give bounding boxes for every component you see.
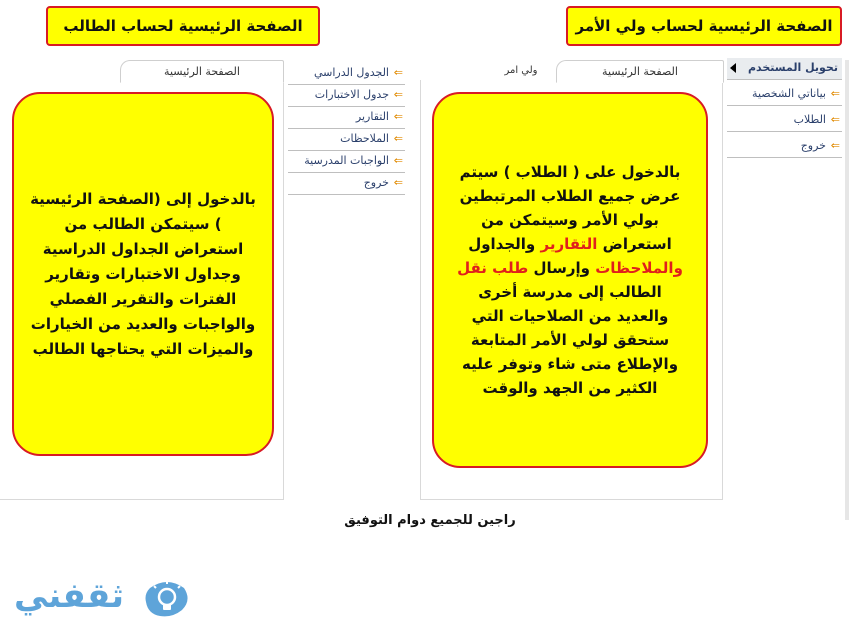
menu-item-label: بياناتي الشخصية — [752, 87, 826, 100]
switch-user-label: تحويل المستخدم — [747, 61, 838, 74]
tab-student-home[interactable]: الصفحة الرئيسية — [120, 60, 284, 83]
menu-item-reports[interactable] — [288, 107, 405, 129]
parent-sidebar-scrollbar[interactable] — [845, 60, 849, 520]
parent-info-card — [432, 92, 708, 468]
menu-item-label: التقارير — [355, 110, 389, 123]
parent-account-title: الصفحة الرئيسية لحساب ولي الأمر — [566, 6, 842, 46]
menu-item-label: الجدول الدراسي — [313, 66, 389, 79]
tab-parent-guardian[interactable]: ولي امر — [504, 65, 538, 76]
student-info-text: بالدخول إلى (الصفحة الرئيسية ) سيتمكن الطالب من استعراض الجداول الدراسية وجداول الاختبارات وتقارير الفترات والتقرير الفصلي والواجبات والعديد من الخيارات والميزات التي يحتاجها الطالب — [30, 189, 256, 358]
highlight-text: طلب نقل — [457, 259, 529, 277]
arrow-left-icon: ⇐ — [830, 139, 840, 152]
arrow-left-icon: ⇐ — [393, 176, 403, 189]
footer-message: راجين للجميع دوام التوفيق — [344, 513, 516, 528]
menu-item-homework[interactable] — [288, 151, 405, 173]
lightbulb-icon — [142, 578, 192, 622]
arrow-left-icon: ⇐ — [393, 66, 403, 79]
switch-user-menu-item[interactable] — [727, 58, 842, 80]
parent-info-text — [456, 160, 684, 400]
menu-item-label: الطلاب — [793, 113, 826, 126]
body-text: والجداول — [468, 235, 541, 253]
arrow-left-icon: ⇐ — [830, 113, 840, 126]
menu-item-exam-schedule[interactable] — [288, 85, 405, 107]
site-logo — [14, 572, 184, 632]
menu-item-label: الملاحظات — [340, 132, 389, 145]
menu-item-personal-data[interactable] — [727, 84, 842, 106]
arrow-left-icon: ⇐ — [393, 110, 403, 123]
highlight-text: التقارير — [540, 235, 598, 253]
menu-item-class-schedule[interactable] — [288, 63, 405, 85]
arrow-left-icon: ⇐ — [393, 132, 403, 145]
menu-item-label: خروج — [800, 139, 826, 152]
parent-sidebar-menu — [727, 58, 842, 158]
body-text: الطالب إلى مدرسة أخرى والعديد من الصلاحيات التي ستحقق لولي الأمر المتابعة والإطلاع متى شاء وتوفر عليه الكثير من الجهد والوقت — [461, 283, 679, 397]
menu-item-label: جدول الاختبارات — [314, 88, 389, 101]
student-info-card — [12, 92, 274, 456]
menu-item-logout[interactable] — [288, 173, 405, 195]
student-sidebar-menu — [288, 63, 405, 195]
highlight-text: والملاحظات — [595, 259, 683, 277]
body-text: بالدخول على ( الطلاب ) سيتم عرض جميع الطلاب المرتبطين بولي الأمر وسيتمكن من استعراض — [459, 163, 681, 253]
arrow-left-icon: ⇐ — [393, 154, 403, 167]
arrow-left-icon: ⇐ — [830, 87, 840, 100]
student-account-title: الصفحة الرئيسية لحساب الطالب — [46, 6, 320, 46]
menu-item-notes[interactable] — [288, 129, 405, 151]
arrow-left-icon: ⇐ — [393, 88, 403, 101]
body-text: وإرسال — [528, 259, 596, 277]
back-triangle-icon — [730, 63, 736, 73]
menu-item-label: الواجبات المدرسية — [304, 154, 389, 167]
logo-text: ثقفني — [14, 576, 124, 616]
menu-item-logout[interactable] — [727, 136, 842, 158]
menu-item-label: خروج — [363, 176, 389, 189]
menu-item-students[interactable] — [727, 110, 842, 132]
tab-parent-home[interactable]: الصفحة الرئيسية — [556, 60, 724, 83]
